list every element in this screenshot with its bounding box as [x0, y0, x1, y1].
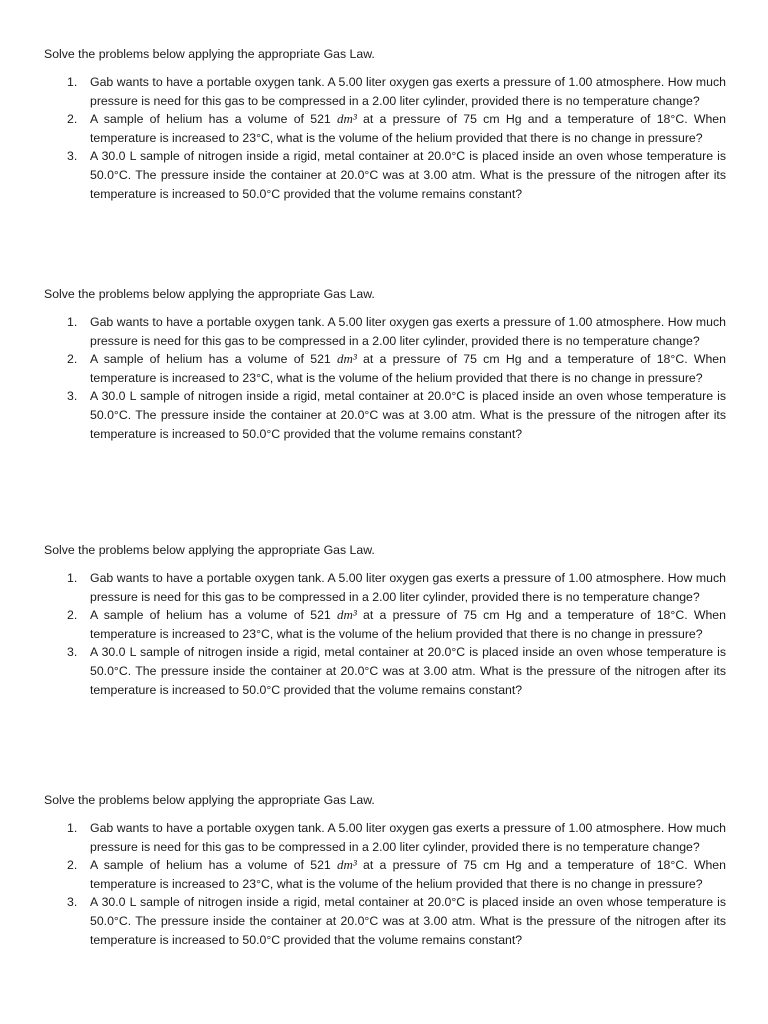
problem-text: A 30.0 L sample of nitrogen inside a rigid, metal container at 20.0°C is placed inside an oven whose temperature is 50.0°C. The pressure inside the container at 20.0°C was at 3.00 atm. What is the pressure of the nitrogen after its temperature is increased to 50.0°C provided that the volume remains constant? [90, 389, 726, 441]
problem-number: 3. [67, 149, 78, 164]
problem-2 [44, 856, 726, 893]
problem-text: A 30.0 L sample of nitrogen inside a rigid, metal container at 20.0°C is placed inside an oven whose temperature is 50.0°C. The pressure inside the container at 20.0°C was at 3.00 atm. What is the pressure of the nitrogen after its temperature is increased to 50.0°C provided that the volume remains constant? [90, 149, 726, 201]
problem-text: Gab wants to have a portable oxygen tank. A 5.00 liter oxygen gas exerts a pressure of 1.00 atmosphere. How much pressure is need for this gas to be compressed in a 2.00 liter cylinder, provided there is no temperature change? [90, 821, 726, 854]
problem-text-after: at a pressure of 75 cm Hg and a temperature of 18°C. When temperature is increased to 23°C, what is the volume of the helium provided that there is no change in pressure? [90, 112, 726, 145]
problem-number: 1. [67, 315, 78, 329]
problem-1 [44, 819, 726, 856]
problem-text: A 30.0 L sample of nitrogen inside a rigid, metal container at 20.0°C is placed inside an oven whose temperature is 50.0°C. The pressure inside the container at 20.0°C was at 3.00 atm. What is the pressure of the nitrogen after its temperature is increased to 50.0°C provided that the volume remains constant? [90, 895, 726, 947]
problem-text-after: at a pressure of 75 cm Hg and a temperature of 18°C. When temperature is increased to 23°C, what is the volume of the helium provided that there is no change in pressure? [90, 858, 726, 891]
problem-text: Gab wants to have a portable oxygen tank. A 5.00 liter oxygen gas exerts a pressure of 1.00 atmosphere. How much pressure is need for this gas to be compressed in a 2.00 liter cylinder, provided there is no temperature change? [90, 75, 726, 108]
problem-text-after: at a pressure of 75 cm Hg and a temperature of 18°C. When temperature is increased to 23°C, what is the volume of the helium provided that there is no change in pressure? [90, 352, 726, 385]
problem-2 [44, 606, 726, 643]
problem-number: 3. [67, 895, 78, 910]
problem-text: Gab wants to have a portable oxygen tank. A 5.00 liter oxygen gas exerts a pressure of 1.00 atmosphere. How much pressure is need for this gas to be compressed in a 2.00 liter cylinder, provided there is no temperature change? [90, 315, 726, 348]
problem-number: 3. [67, 389, 78, 404]
problem-1 [44, 73, 726, 110]
problem-number: 2. [67, 608, 78, 623]
instruction-text: Solve the problems below applying the appropriate Gas Law. [44, 47, 375, 61]
problem-1 [44, 313, 726, 350]
problem-number: 2. [67, 112, 78, 127]
problem-text-before: A sample of helium has a volume of 521 [90, 112, 337, 127]
problem-list [44, 313, 726, 443]
problem-text: A 30.0 L sample of nitrogen inside a rigid, metal container at 20.0°C is placed inside an oven whose temperature is 50.0°C. The pressure inside the container at 20.0°C was at 3.00 atm. What is the pressure of the nitrogen after its temperature is increased to 50.0°C provided that the volume remains constant? [90, 645, 726, 697]
problem-number: 1. [67, 821, 78, 835]
problem-list [44, 569, 726, 699]
instruction-text: Solve the problems below applying the appropriate Gas Law. [44, 287, 375, 301]
problem-text-before: A sample of helium has a volume of 521 [90, 858, 337, 873]
worksheet-section-2 [44, 285, 726, 443]
problem-3 [44, 893, 726, 949]
worksheet-section-3 [44, 541, 726, 699]
volume-unit: dm³ [337, 351, 357, 367]
problem-2 [44, 350, 726, 387]
volume-unit: dm³ [337, 111, 357, 127]
problem-1 [44, 569, 726, 606]
problem-number: 2. [67, 352, 78, 367]
problem-3 [44, 387, 726, 443]
problem-text-before: A sample of helium has a volume of 521 [90, 352, 337, 367]
problem-list [44, 73, 726, 203]
problem-text-before: A sample of helium has a volume of 521 [90, 608, 337, 623]
problem-number: 2. [67, 858, 78, 873]
volume-unit: dm³ [337, 607, 357, 623]
problem-number: 3. [67, 645, 78, 660]
problem-3 [44, 643, 726, 699]
worksheet-section-4 [44, 791, 726, 949]
problem-text-after: at a pressure of 75 cm Hg and a temperature of 18°C. When temperature is increased to 23°C, what is the volume of the helium provided that there is no change in pressure? [90, 608, 726, 641]
problem-list [44, 819, 726, 949]
volume-unit: dm³ [337, 857, 357, 873]
problem-number: 1. [67, 75, 78, 89]
problem-number: 1. [67, 571, 78, 585]
problem-2 [44, 110, 726, 147]
instruction-text: Solve the problems below applying the appropriate Gas Law. [44, 543, 375, 557]
problem-text: Gab wants to have a portable oxygen tank. A 5.00 liter oxygen gas exerts a pressure of 1.00 atmosphere. How much pressure is need for this gas to be compressed in a 2.00 liter cylinder, provided there is no temperature change? [90, 571, 726, 604]
worksheet-section-1 [44, 45, 726, 203]
instruction-text: Solve the problems below applying the appropriate Gas Law. [44, 793, 375, 807]
problem-3 [44, 147, 726, 203]
